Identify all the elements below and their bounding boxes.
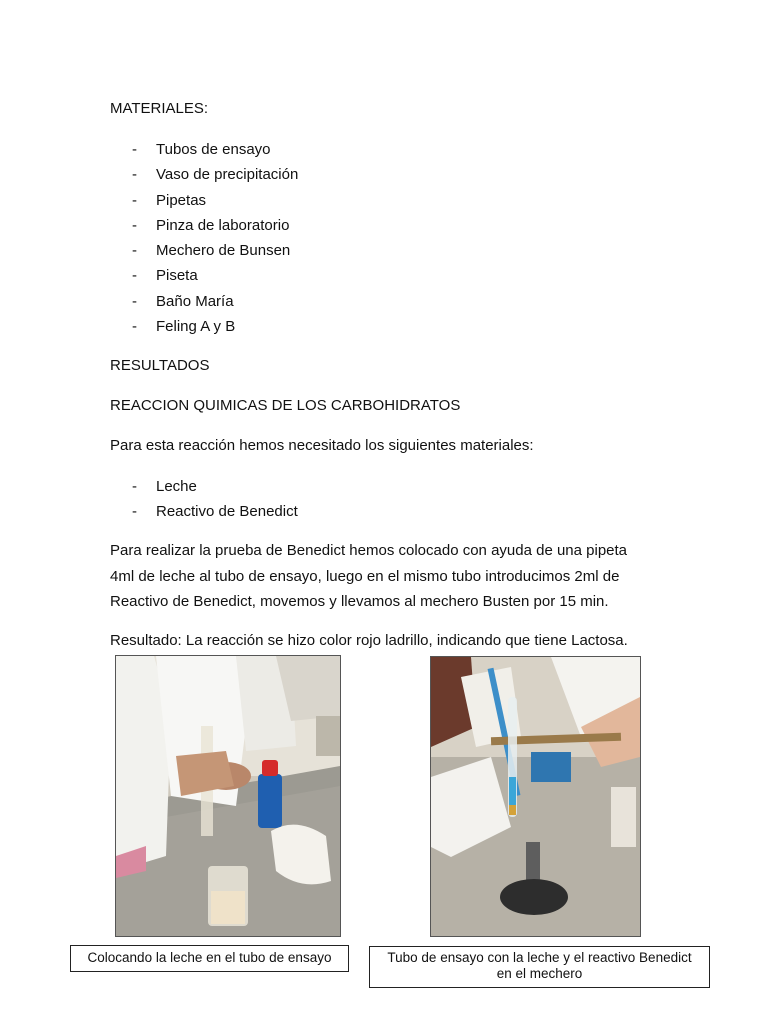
materials-heading: MATERIALES: xyxy=(110,100,209,117)
procedure-paragraph: Para realizar la prueba de Benedict hemos colocado con ayuda de una pipeta 4ml de leche al tubo de ensayo, luego en el mismo tubo introducimos 2ml de Reactivo de Benedict, movemos y llevamos al mechero Busten por 15 min. xyxy=(110,542,628,610)
list-item: - Piseta xyxy=(132,267,198,285)
list-item: - Pinza de laboratorio xyxy=(132,216,290,234)
materials-list xyxy=(110,141,298,343)
lab-photo-1-image xyxy=(116,656,340,936)
results-heading: RESULTADOS xyxy=(110,357,210,374)
photo-tube-over-burner xyxy=(430,656,641,937)
result-paragraph: Resultado: La reacción se hizo color rojo ladrillo, indicando que tiene Lactosa. xyxy=(110,632,628,649)
figure-caption-2: Tubo de ensayo con la leche y el reactivo Benedict en el mechero xyxy=(369,946,710,988)
figure-caption-1: Colocando la leche en el tubo de ensayo xyxy=(70,945,349,972)
reaction-heading: REACCION QUIMICAS DE LOS CARBOHIDRATOS xyxy=(110,397,461,414)
list-item: - Leche xyxy=(132,478,197,495)
list-item: - Baño María xyxy=(132,292,234,310)
list-item: - Tubos de ensayo xyxy=(132,141,271,158)
list-item: - Vaso de precipitación xyxy=(132,166,299,184)
list-item: - Pipetas xyxy=(132,191,207,209)
lab-photo-2-image xyxy=(431,657,640,936)
list-item: - Reactivo de Benedict xyxy=(132,503,298,521)
photo-milk-into-tube xyxy=(115,655,341,937)
list-item: - Mechero de Bunsen xyxy=(132,242,291,260)
list-item: - Feling A y B xyxy=(132,318,236,336)
reaction-materials-list xyxy=(110,478,298,529)
intro-paragraph: Para esta reacción hemos necesitado los siguientes materiales: xyxy=(110,437,534,454)
